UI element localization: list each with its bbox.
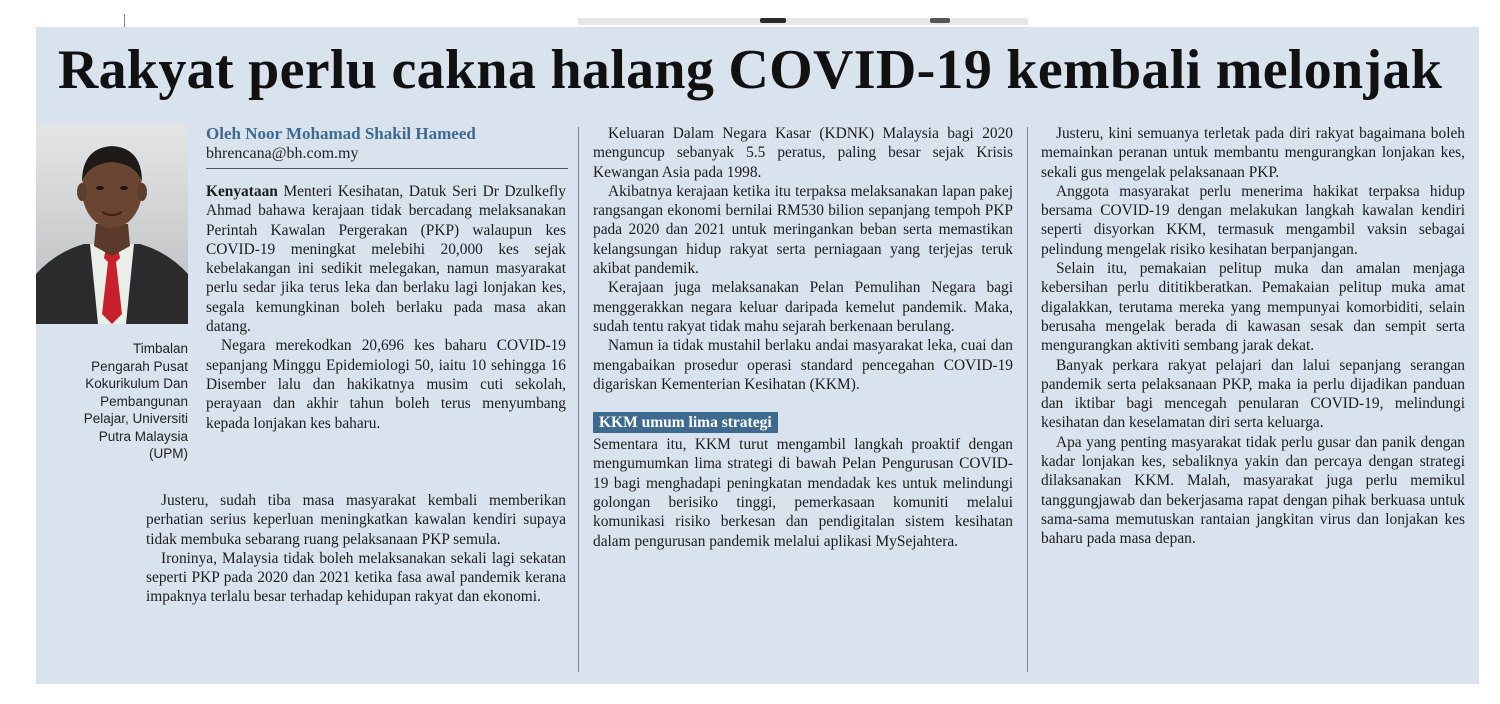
article-paragraph: Keluaran Dalam Negara Kasar (KDNK) Malaysia bagi 2020 menguncup sebanyak 5.5 peratus, paling besar sejak Krisis Kewangan Asia pada 1998.	[593, 125, 1013, 181]
caption-line: Pembangunan	[100, 393, 188, 409]
article-column-1	[206, 182, 566, 433]
byline	[206, 124, 566, 164]
article-paragraph: Sementara itu, KKM turut mengambil langkah proaktif dengan mengumumkan lima strategi di bawah Pelan Pengurusan COVID-19 bagi menghadapi peningkatan mendadak kes untuk melindungi golongan berisiko tinggi, pemerkasaan komuniti melalui komunikasi risiko berkesan dan pendigitalan sistem kesihatan dalam pengurusan pandemik melalui aplikasi MySejahtera.	[593, 436, 1013, 550]
author-photo	[36, 124, 188, 324]
caption-line: Timbalan	[132, 341, 188, 356]
lead-word: Kenyataan	[206, 183, 278, 200]
article-column-3	[1041, 124, 1465, 549]
article-paragraph: Kerajaan juga melaksanakan Pelan Pemulihan Negara bagi menggerakkan negara keluar daripada kemelut pandemik. Maka, sudah tentu rakyat tidak mahu sejarah berkenaan berulang.	[593, 279, 1013, 335]
article-paragraph: Ironinya, Malaysia tidak boleh melaksanakan sekali lagi sekatan seperti PKP pada 2020 dan 2021 ketika fasa awal pandemik kerana impaknya terlalu besar terhadap kehidupan rakyat dan ekonomi.	[146, 549, 566, 606]
article-paragraph: Justeru, sudah tiba masa masyarakat kembali memberikan perhatian serius keperluan meningkatkan kawalan kendiri supaya tidak membuka sebarang ruang pelaksanaan PKP semula.	[146, 492, 566, 548]
article-paragraph	[206, 182, 566, 336]
caption-line: (UPM)	[149, 446, 188, 461]
byline-divider	[206, 168, 568, 169]
article-column-2	[593, 124, 1013, 551]
article-paragraph: Apa yang penting masyarakat tidak perlu gusar dan panik dengan kadar lonjakan kes, sebaliknya yakin dan percaya dengan strategi dilaksanakan KKM. Malah, masyarakat juga perlu memikul tanggungjawab dan bekerjasama rapat dengan pihak berkuasa untuk sama-sama memutuskan rantaian jangkitan virus dan lonjakan kes baharu pada masa depan.	[1041, 433, 1465, 548]
top-photo-detail	[760, 18, 786, 23]
author-caption	[36, 340, 188, 463]
article-paragraph: Akibatnya kerajaan ketika itu terpaksa melaksanakan lapan pakej rangsangan ekonomi bernilai RM530 bilion sepanjang tempoh PKP pada 2020 dan 2021 untuk meringankan beban serta memastikan kelangsungan hidup rakyat serta perniagaan yang terjejas teruk akibat pandemik.	[593, 182, 1013, 278]
article-column-1-continued	[146, 491, 566, 607]
paragraph-text: Menteri Kesihatan, Datuk Seri Dr Dzulkefly Ahmad bahawa kerajaan tidak bercadang melaksanakan Perintah Kawalan Pergerakan (PKP) walaupun kes COVID-19 meningkat melebihi 20,000 kes sejak kebelakangan ini sedikit melegakan, namun masyarakat perlu sedar jika terus leka dan berlaku lagi lonjakan kes, segala kemungkinan boleh berlaku pada masa akan datang.	[206, 183, 566, 336]
top-photo-detail	[930, 18, 950, 23]
column-divider	[1027, 127, 1028, 672]
caption-line: Kokurikulum Dan	[85, 376, 188, 391]
author-portrait-image	[36, 124, 188, 324]
caption-line: Pengarah Pusat	[91, 358, 188, 374]
top-photo-strip	[578, 18, 1028, 25]
caption-line: Putra Malaysia	[98, 428, 188, 444]
column-divider	[578, 127, 579, 672]
top-tick-mark	[124, 14, 125, 28]
article-paragraph: Negara merekodkan 20,696 kes baharu COVID-19 sepanjang Minggu Epidemiologi 50, iaitu 10 sehingga 16 Disember lalu dan hakikatnya musim cuti sekolah, perayaan dan akhir tahun boleh terus menyumbang kepada lonjakan kes baharu.	[206, 337, 566, 432]
caption-line: Pelajar, Universiti	[83, 411, 188, 426]
article-paragraph: Justeru, kini semuanya terletak pada diri rakyat bagaimana boleh memainkan peranan untuk membantu mengurangkan lonjakan kes, sekali gus mengelak pelaksanaan PKP.	[1041, 125, 1465, 181]
article-paragraph: Selain itu, pemakaian pelitup muka dan amalan menjaga kebersihan perlu dititikberatkan. Pemakaian pelitup muka amat digalakkan, terutama mereka yang mempunyai komorbiditi, selain berusaha mengelak berada di kawasan sesak dan sempit serta mengurangkan aktiviti sembang jarak dekat.	[1041, 260, 1465, 355]
section-subheading: KKM umum lima strategi	[593, 412, 778, 433]
article-paragraph: Namun ia tidak mustahil berlaku andai masyarakat leka, cuai dan mengabaikan prosedur operasi standard pencegahan COVID-19 digariskan Kementerian Kesihatan (KKM).	[593, 337, 1013, 393]
article-paragraph: Banyak perkara rakyat pelajari dan lalui sepanjang serangan pandemik serta pelaksanaan PKP, maka ia perlu dijadikan panduan dan iktibar bagi mencegah penularan COVID-19, melindungi kesihatan dan keselamatan diri serta keluarga.	[1041, 356, 1465, 432]
article-paragraph: Anggota masyarakat perlu menerima hakikat terpaksa hidup bersama COVID-19 dengan melakukan langkah kawalan kendiri seperti disyorkan KKM, termasuk mengambil vaksin sebagai pelindung mengelak risiko kesihatan berpanjangan.	[1041, 182, 1465, 258]
author-email: bhrencana@bh.com.my	[206, 145, 359, 162]
article-headline: Rakyat perlu cakna halang COVID-19 kembali melonjak	[57, 39, 1443, 101]
author-name: Oleh Noor Mohamad Shakil Hameed	[206, 124, 476, 143]
